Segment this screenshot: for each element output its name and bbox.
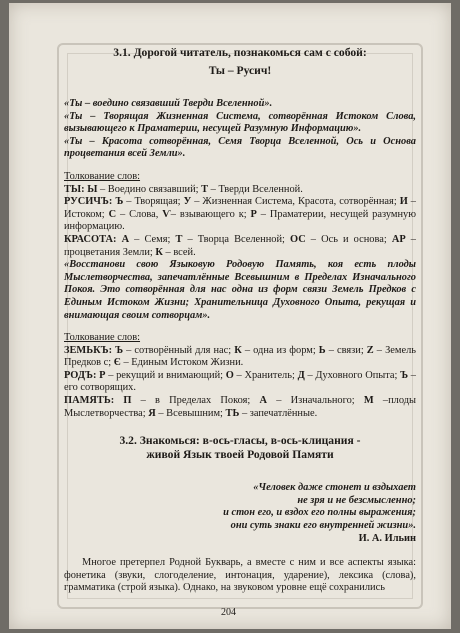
section-heading-3-1: 3.1. Дорогой читатель, познакомься сам с собой: <box>113 46 367 59</box>
section-heading-3-1-sub: Ты – Русич! <box>208 64 272 77</box>
interpretation-rusich: РУСИЧЪ: Ъ – Творящая; У – Жизненная Система, Красота, сотворённая; И – Истоком; С – Слова, Ѵ– взывающего к; Р – Праматерии, несущей разумную информацию. <box>64 196 417 233</box>
section-heading-3-2: 3.2. Знакомься: в-ось-гласы, в-ось-клицания - <box>119 434 361 448</box>
italic-paragraph: «Восстанови свою Языковую Родовую Память, коя есть плоды Мыслетворчества, запечатлённые Всевышним в Пределах Изначального Покоя. Это сотворённая для нас одна из форм связи Земель Предков с Единым Истоком Жизни; Хранительница Духовного Опыта, рекущая и внимающая своим сотворцам». <box>64 259 416 321</box>
interpretation-label-2: Толкование слов: <box>64 332 141 344</box>
quote-line-3: «Ты – Красота сотворённая, Семя Творца Вселенной, Ось и Основа процветания всей Земли». <box>64 135 416 160</box>
quote-line-1: «Ты – воедино связавший Тверди Вселенной». <box>64 98 273 109</box>
epigraph-line: они суть знаки его внутренней жизни». <box>230 520 416 532</box>
page-number: 204 <box>221 607 236 618</box>
interpretation-yazyk: ЗЕМЬКЪ: Ъ – сотворённый для нас; К – одна из форм; Ь – связи; Z – Земель Предков с; Є – Единым Истоком Жизни. <box>64 344 416 369</box>
interpretation-label-1: Толкование слов: <box>64 170 141 182</box>
body-paragraph: Многое претерпел Родной Букварь, а вместе с ним и все аспекты языка: фонетика (звуки, слогоделение, интонация, ударение), лексика (слова), грамматика (строй языка). Однако, на звуковом уровне ещё сохранились <box>64 557 416 594</box>
epigraph-line: не зря и не безсмысленно; <box>297 494 416 506</box>
section-heading-3-2-sub: живой Язык твоей Родовой Памяти <box>146 448 334 462</box>
page-content <box>64 46 416 595</box>
epigraph-line: и стон его, и вздох его полны выражения; <box>223 507 416 519</box>
epigraph-line: «Человек даже стонет и вздыхает <box>253 482 416 494</box>
interpretation-krasota: КРАСОТА: А – Семя; Т – Творца Вселенной; ОС – Ось и основа; АР – процветания Земли; К – всей. <box>64 233 416 258</box>
interpretation-pamyat: ПАМЯТЬ: П – в Пределах Покоя; А – Изначального; М –плоды Мыслетворчества; Я – Всевышним; ТЬ – запечатлённые. <box>64 395 417 419</box>
epigraph-author: И. А. Ильин <box>358 532 416 544</box>
interpretation-rod: РОДЪ: Р – рекущий и внимающий; О – Хранитель; Д – Духовного Опыта; Ъ – его сотворящих. <box>64 369 417 394</box>
interpretation-ty: ТЫ: Ы – Воедино связавший; Т – Тверди Вселенной. <box>64 183 303 195</box>
epigraph <box>64 482 416 532</box>
book-page <box>9 3 451 629</box>
quote-line-2: «Ты – Творящая Жизненная Система, сотворённая Истоком Слова, вызывающего к Праматерии, несущей Разумную Информацию». <box>64 110 416 135</box>
